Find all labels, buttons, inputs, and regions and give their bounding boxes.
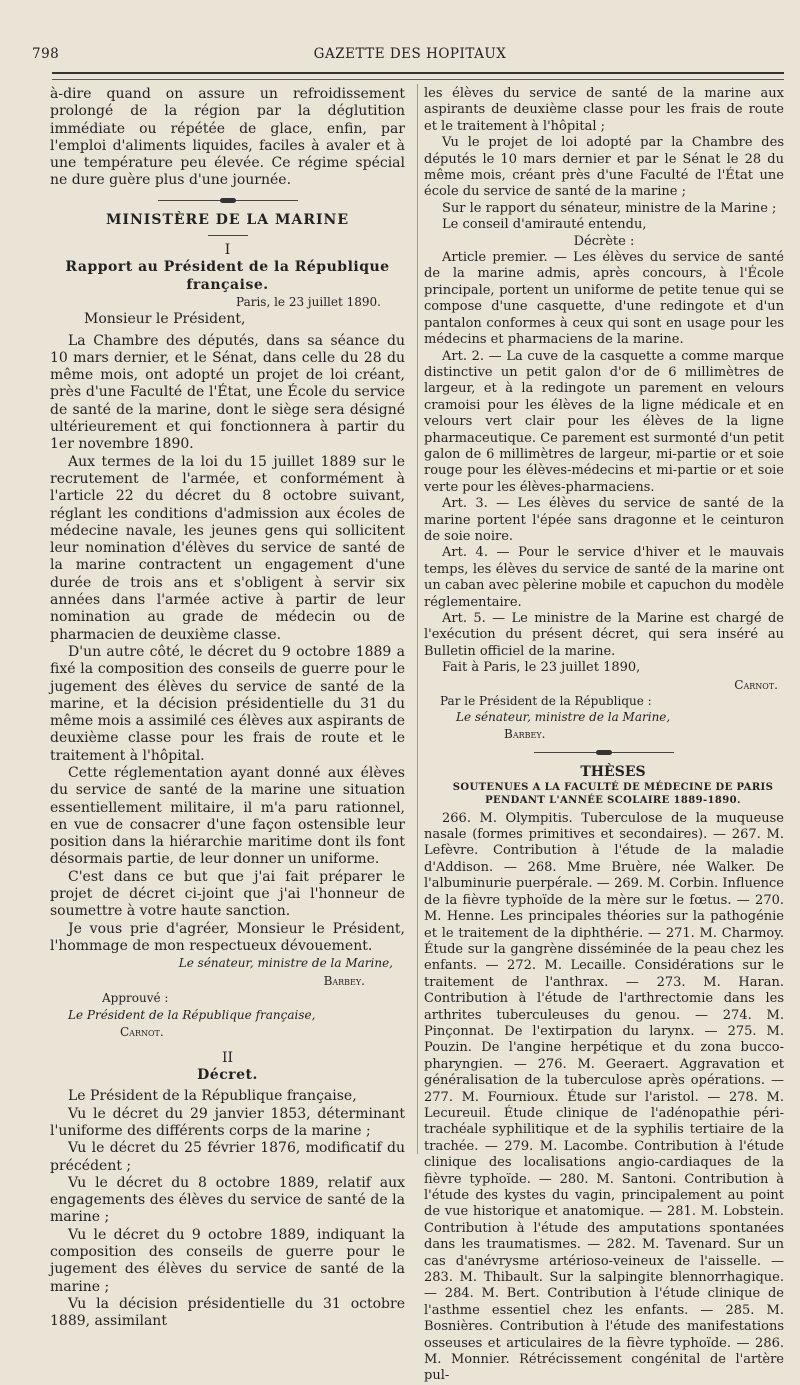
paragraph: Le conseil d'amirauté entendu,	[442, 217, 647, 233]
header-rule-thick	[52, 72, 784, 74]
signature-role: Le sénateur, ministre de la Marine,	[456, 710, 671, 725]
section-ornament	[158, 198, 298, 204]
theses-subtitle: SOUTENUES A LA FACULTÉ DE MÉDECINE DE PARIS	[452, 781, 774, 793]
right-column	[424, 86, 784, 1385]
paragraph: Vu la décision présidentielle du 31 octobre 1889, assimilant	[50, 1295, 405, 1330]
page-number: 798	[32, 46, 60, 62]
decree-title: Décret.	[197, 1067, 258, 1084]
roman-numeral: I	[224, 242, 231, 259]
roman-numeral: II	[221, 1049, 234, 1066]
signature-name: Barbey.	[323, 973, 365, 988]
signature-name: Carnot.	[734, 677, 778, 692]
column-divider	[417, 84, 418, 1154]
article: Article premier. — Les élèves du service de santé de la marine admis, après concours, à l'École principale, portent un uniforme de petite tenue qui se compose d'une casquette, d'une redingote et d'un pantalon conformes à ceux qui sont en usage pour les médecins et pharmaciens de la marine.	[424, 250, 784, 348]
page-header	[30, 44, 790, 64]
paragraph: D'un autre côté, le décret du 9 octobre 1889 a fixé la composition des conseils de guerre pour le jugement des élèves du service de santé de la marine, et la décision présidentielle du 31 du même mois a assimilé ces élèves aux aspirants de deuxième classe pour les frais de route et le traitement à l'hôpital.	[50, 643, 405, 764]
paragraph: C'est dans ce but que j'ai fait préparer le projet de décret ci-joint que j'ai l'honneur de soumettre à votre haute sanction.	[50, 868, 405, 920]
section-ornament	[534, 750, 674, 756]
paragraph: Sur le rapport du sénateur, ministre de la Marine ;	[442, 200, 777, 216]
article: Art. 2. — La cuve de la casquette a comme marque distinctive un petit galon d'or de 6 millimètres de largeur, et à la redingote un parement en velours cramoisi pour les élèves de la ligne médicale et en velours vert clair pour les élèves de la ligne pharmaceutique. Ce parement est surmonté d'un petit galon de 6 millimètres de largeur, mi-partie or et soie rouge pour les élèves-médecins et mi-partie or et soie verte pour les élèves-pharmaciens.	[424, 348, 784, 495]
section-title: MINISTÈRE DE LA MARINE	[105, 211, 350, 228]
paragraph: Je vous prie d'agréer, Monsieur le Président, l'hommage de mon respectueux dévouement.	[50, 920, 405, 954]
dateline: Paris, le 23 juillet 1890.	[236, 294, 381, 309]
approved-label: Approuvé :	[102, 990, 169, 1005]
paragraph: Vu le décret du 29 janvier 1853, déterminant l'uniforme des différents corps de la marine ;	[50, 1105, 405, 1139]
article: Art. 4. — Pour le service d'hiver et le mauvais temps, les élèves du service de santé de la marine ont un caban avec pèlerine mobile et capuchon du modèle réglementaire.	[424, 545, 784, 610]
paragraph: Le Président de la République française,	[68, 1088, 357, 1105]
paragraph: Vu le décret du 25 février 1876, modificatif du précédent ;	[50, 1140, 405, 1174]
paragraph: Vu le décret du 9 octobre 1889, indiquant la composition des conseils de guerre pour le jugement des élèves du service de santé de la marine ;	[50, 1226, 405, 1295]
journal-title: GAZETTE DES HOPITAUX	[313, 46, 507, 62]
paragraph: Vu le projet de loi adopté par la Chambre des députés le 10 mars dernier et par le Sénat le 28 du même mois, créant près d'une Faculté de l'État une école du service de santé de la marine ;	[424, 135, 784, 200]
approved-role: Le Président de la République française,	[68, 1008, 316, 1023]
paragraph: La Chambre des députés, dans sa séance du 10 mars dernier, et le Sénat, dans celle du 28 du même mois, ont adopté un projet de loi créant, près d'une Faculté de l'État, une École du service de santé de la marine, dont le siège sera désigné ultérieurement et qui fonctionnera à partir du 1er novembre 1890.	[50, 332, 405, 453]
paragraph: Fait à Paris, le 23 juillet 1890,	[442, 660, 641, 676]
signature-role: Le sénateur, ministre de la Marine,	[178, 956, 393, 971]
theses-subtitle: PENDANT L'ANNÉE SCOLAIRE 1889-1890.	[485, 794, 741, 806]
report-title: Rapport au Président de la République française.	[65, 259, 390, 293]
paragraph: Vu le décret du 8 octobre 1889, relatif aux engagements des élèves du service de santé de la marine ;	[50, 1174, 405, 1226]
divider	[208, 235, 248, 236]
left-column	[50, 86, 405, 1330]
salutation: Monsieur le Président,	[84, 311, 246, 328]
article: Art. 5. — Le ministre de la Marine est chargé de l'exécution du présent décret, qui sera inséré au Bulletin officiel de la marine.	[424, 611, 784, 659]
signature-name: Barbey.	[504, 726, 546, 741]
paragraph: les élèves du service de santé de la marine aux aspirants de deuxième classe pour les frais de route et le traitement à l'hôpital ;	[424, 86, 784, 134]
theses-title: THÈSES	[580, 764, 646, 781]
paragraph: à-dire quand on assure un refroidissement prolongé de la région par la déglutition immédiate ou répétée de glace, enfin, par l'emploi d'aliments liquides, faciles à avaler et à une température peu élevée. Ce régime spécial ne dure guère plus d'une journée.	[50, 86, 405, 189]
signature-by: Par le Président de la République :	[440, 694, 652, 709]
decrete-label: Décrète :	[573, 233, 635, 249]
header-rule-thin	[52, 79, 784, 80]
theses-list: 266. M. Olympitis. Tuberculose de la muqueuse nasale (formes primitives et secondaires). — 267. M. Lefèvre. Contribution à l'étude de la maladie d'Addison. — 268. Mme Bruère, née Walker. De l'albuminurie puerpérale. — 269. M. Corbin. Influence de la fièvre typhoïde de la mère sur le fœtus. — 270. M. Henne. Les principales théories sur la pathogénie et le traitement de la diphthérie. — 271. M. Charmoy. Étude sur la gangrène disséminée de la peau chez les enfants. — 272. M. Lecaille. Considérations sur le traitement de l'anthrax. — 273. M. Haran. Contribution à l'étude de l'arthrectomie dans les arthrites tuberculeuses du genou. — 274. M. Pinçonnat. De l'extirpation du larynx. — 275. M. Pouzin. De l'angine herpétique et du zona bucco-pharyngien. — 276. M. Geeraert. Aggravation et généralisation de la tuberculose après opérations. — 277. M. Fournioux. Étude sur l'aristol. — 278. M. Lecureuil. Étude clinique de l'adénopathie péri-trachéale syphilitique et de la syphilis tertiaire de la trachée. — 279. M. Lacombe. Contribution à l'étude clinique des localisations angio-cardiaques de la fièvre typhoïde. — 280. M. Santoni. Contribution à l'étude des kystes du vagin, principalement au point de vue historique et anatomique. — 281. M. Lobstein. Contribution à l'étude des amputations spontanées dans les traumatismes. — 282. M. Tavenard. Sur un cas d'anévrysme artérioso-veineux de l'aisselle. — 283. M. Thibault. Sur la salpingite blennorrhagique. — 284. M. Bert. Contribution à l'étude clinique de l'asthme essentiel chez les enfants. — 285. M. Bosnières. Contribution à l'étude des manifestations osseuses et articulaires de la fièvre typhoïde. — 286. M. Monnier. Rétrécissement congénital de l'artère pul-	[424, 810, 784, 1384]
approved-name: Carnot.	[120, 1025, 164, 1040]
paragraph: Aux termes de la loi du 15 juillet 1889 sur le recrutement de l'armée, et conformément à l'article 22 du décret du 8 octobre suivant, réglant les conditions d'admission aux écoles de médecine navale, les jeunes gens qui sollicitent leur nomination d'élèves du service de santé de la marine contractent un engagement d'une durée de trois ans et s'obligent à servir six années dans l'armée active à partir de leur nomination au grade de médecin ou de pharmacien de deuxième classe.	[50, 453, 405, 643]
paragraph: Cette réglementation ayant donné aux élèves du service de santé de la marine une situation essentiellement militaire, il m'a paru rationnel, en vue de consacrer d'une façon ostensible leur position dans la hiérarchie maritime dont ils font désormais partie, de leur donner un uniforme.	[50, 764, 405, 868]
article: Art. 3. — Les élèves du service de santé de la marine portent l'épée sans dragonne et le ceinturon de soie noire.	[424, 496, 784, 544]
